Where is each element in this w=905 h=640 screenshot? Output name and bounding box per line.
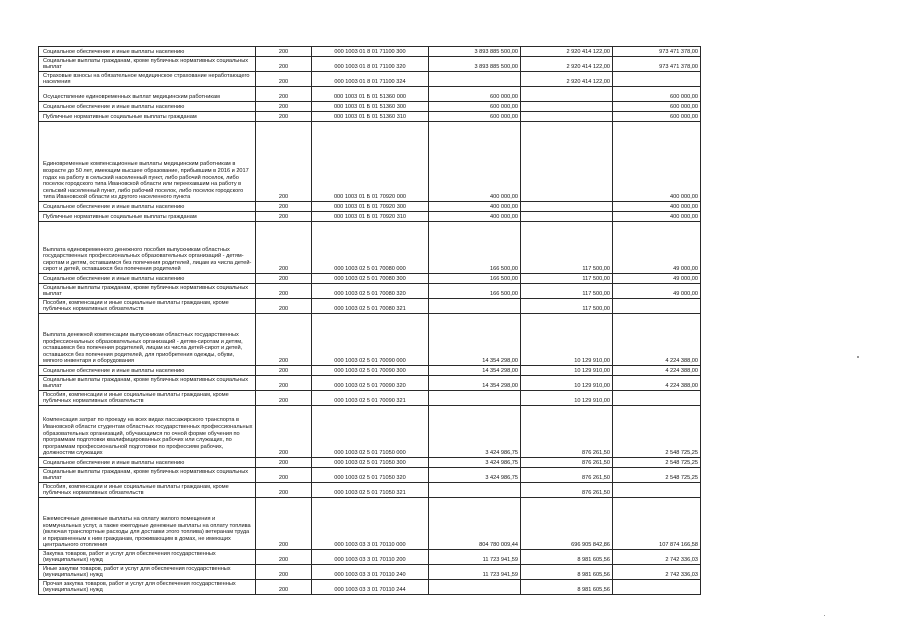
admin-code-cell: 200 <box>256 102 312 112</box>
unexecuted-amount-cell: 400 000,00 <box>613 202 701 212</box>
table-row <box>39 391 701 406</box>
table-row <box>39 274 701 284</box>
item-name-cell: Пособия, компенсации и иные социальные выплаты гражданам, кроме публичных нормативных обязательств <box>39 483 256 498</box>
item-name-cell: Единовременные компенсационные выплаты медицинским работникам в возрасте до 50 лет, имеющим высшее образование, прибывшим в 2016 и 2017 годах на работу в сельский населенный пункт, либо рабочий поселок, либо поселок городского типа Ивановской области или переехавшим на работу в сельский населенный пункт, либо рабочий поселок, либо поселок городского типа Ивановской области из другого населенного пункта <box>39 122 256 202</box>
budget-code-cell: 000 1003 02 5 01 70080 300 <box>312 274 429 284</box>
approved-amount-cell: 3 893 885 500,00 <box>429 47 521 57</box>
unexecuted-amount-cell: 400 000,00 <box>613 212 701 222</box>
admin-code-cell: 200 <box>256 122 312 202</box>
executed-amount-cell: 2 920 414 122,00 <box>521 47 613 57</box>
executed-amount-cell: 10 129 910,00 <box>521 376 613 391</box>
unexecuted-amount-cell: 49 000,00 <box>613 274 701 284</box>
executed-amount-cell: 2 920 414 122,00 <box>521 57 613 72</box>
admin-code-cell: 200 <box>256 458 312 468</box>
budget-code-cell: 000 1003 02 5 01 70080 000 <box>312 222 429 274</box>
budget-execution-table <box>38 46 701 595</box>
budget-code-cell: 000 1003 01 Б 01 51360 000 <box>312 87 429 102</box>
executed-amount-cell <box>521 202 613 212</box>
unexecuted-amount-cell: 973 471 378,00 <box>613 57 701 72</box>
executed-amount-cell: 876 261,50 <box>521 468 613 483</box>
executed-amount-cell <box>521 87 613 102</box>
approved-amount-cell: 400 000,00 <box>429 122 521 202</box>
table-row <box>39 314 701 366</box>
table-row <box>39 112 701 122</box>
unexecuted-amount-cell <box>613 483 701 498</box>
budget-code-cell: 000 1003 02 5 01 70090 320 <box>312 376 429 391</box>
budget-code-cell: 000 1003 01 8 01 71100 324 <box>312 72 429 87</box>
item-name-cell: Социальные выплаты гражданам, кроме публичных нормативных социальных выплат <box>39 284 256 299</box>
budget-code-cell: 000 1003 02 5 01 70090 300 <box>312 366 429 376</box>
approved-amount-cell: 600 000,00 <box>429 102 521 112</box>
admin-code-cell: 200 <box>256 406 312 458</box>
admin-code-cell: 200 <box>256 468 312 483</box>
budget-code-cell: 000 1003 01 8 01 71100 300 <box>312 47 429 57</box>
approved-amount-cell: 3 424 986,75 <box>429 468 521 483</box>
budget-code-cell: 000 1003 02 5 01 70090 321 <box>312 391 429 406</box>
unexecuted-amount-cell: 400 000,00 <box>613 122 701 202</box>
table-row <box>39 87 701 102</box>
approved-amount-cell <box>429 72 521 87</box>
approved-amount-cell: 804 780 009,44 <box>429 498 521 550</box>
admin-code-cell: 200 <box>256 222 312 274</box>
approved-amount-cell: 166 500,00 <box>429 222 521 274</box>
unexecuted-amount-cell: 2 548 725,25 <box>613 406 701 458</box>
executed-amount-cell: 2 920 414 122,00 <box>521 72 613 87</box>
admin-code-cell: 200 <box>256 565 312 580</box>
executed-amount-cell: 876 261,50 <box>521 458 613 468</box>
unexecuted-amount-cell: 2 742 336,03 <box>613 565 701 580</box>
admin-code-cell: 200 <box>256 391 312 406</box>
budget-code-cell: 000 1003 02 5 01 71050 321 <box>312 483 429 498</box>
unexecuted-amount-cell: 4 224 388,00 <box>613 314 701 366</box>
admin-code-cell: 200 <box>256 202 312 212</box>
table-row <box>39 122 701 202</box>
admin-code-cell: 200 <box>256 498 312 550</box>
approved-amount-cell: 14 354 298,00 <box>429 314 521 366</box>
item-name-cell: Публичные нормативные социальные выплаты гражданам <box>39 212 256 222</box>
admin-code-cell: 200 <box>256 57 312 72</box>
approved-amount-cell <box>429 580 521 595</box>
approved-amount-cell: 166 500,00 <box>429 274 521 284</box>
table-row <box>39 580 701 595</box>
table-row <box>39 202 701 212</box>
table-row <box>39 57 701 72</box>
admin-code-cell: 200 <box>256 366 312 376</box>
executed-amount-cell: 10 129 910,00 <box>521 391 613 406</box>
budget-code-cell: 000 1003 02 5 01 70080 321 <box>312 299 429 314</box>
unexecuted-amount-cell: 2 548 725,25 <box>613 468 701 483</box>
unexecuted-amount-cell: 600 000,00 <box>613 102 701 112</box>
budget-code-cell: 000 1003 02 5 01 70090 000 <box>312 314 429 366</box>
approved-amount-cell <box>429 299 521 314</box>
budget-code-cell: 000 1003 02 5 01 71050 300 <box>312 458 429 468</box>
item-name-cell: Пособия, компенсации и иные социальные выплаты гражданам, кроме публичных нормативных обязательств <box>39 299 256 314</box>
approved-amount-cell: 400 000,00 <box>429 202 521 212</box>
table-row <box>39 299 701 314</box>
item-name-cell: Социальные выплаты гражданам, кроме публичных нормативных социальных выплат <box>39 57 256 72</box>
executed-amount-cell: 876 261,50 <box>521 406 613 458</box>
executed-amount-cell: 117 500,00 <box>521 284 613 299</box>
admin-code-cell: 200 <box>256 112 312 122</box>
executed-amount-cell <box>521 212 613 222</box>
table-row <box>39 550 701 565</box>
unexecuted-amount-cell: 2 548 725,25 <box>613 458 701 468</box>
item-name-cell: Прочая закупка товаров, работ и услуг для обеспечения государственных (муниципальных) нужд <box>39 580 256 595</box>
item-name-cell: Выплата единовременного денежного пособия выпускникам областных государственных профессиональных образовательных организаций - детям-сиротам и детям, оставшимся без попечения родителей, лицам из числа детей-сирот и детей, оставшихся без попечения родителей <box>39 222 256 274</box>
approved-amount-cell: 3 893 885 500,00 <box>429 57 521 72</box>
budget-code-cell: 000 1003 01 Б 01 70920 000 <box>312 122 429 202</box>
item-name-cell: Социальное обеспечение и иные выплаты населению <box>39 366 256 376</box>
table-row <box>39 498 701 550</box>
admin-code-cell: 200 <box>256 314 312 366</box>
table-row <box>39 565 701 580</box>
table-row <box>39 222 701 274</box>
approved-amount-cell: 11 723 941,59 <box>429 565 521 580</box>
item-name-cell: Социальное обеспечение и иные выплаты населению <box>39 458 256 468</box>
unexecuted-amount-cell: 4 224 388,00 <box>613 366 701 376</box>
admin-code-cell: 200 <box>256 376 312 391</box>
budget-code-cell: 000 1003 01 8 01 71100 320 <box>312 57 429 72</box>
table-row <box>39 72 701 87</box>
approved-amount-cell: 166 500,00 <box>429 284 521 299</box>
executed-amount-cell: 117 500,00 <box>521 222 613 274</box>
budget-code-cell: 000 1003 01 Б 01 70920 300 <box>312 202 429 212</box>
approved-amount-cell: 11 723 941,59 <box>429 550 521 565</box>
table-row <box>39 366 701 376</box>
table-row <box>39 376 701 391</box>
unexecuted-amount-cell <box>613 72 701 87</box>
executed-amount-cell: 117 500,00 <box>521 299 613 314</box>
unexecuted-amount-cell: 2 742 336,03 <box>613 550 701 565</box>
unexecuted-amount-cell: 4 224 388,00 <box>613 376 701 391</box>
item-name-cell: Социальные выплаты гражданам, кроме публичных нормативных социальных выплат <box>39 468 256 483</box>
admin-code-cell: 200 <box>256 47 312 57</box>
admin-code-cell: 200 <box>256 299 312 314</box>
table-row <box>39 47 701 57</box>
executed-amount-cell: 876 261,50 <box>521 483 613 498</box>
budget-code-cell: 000 1003 01 Б 01 51360 310 <box>312 112 429 122</box>
executed-amount-cell <box>521 122 613 202</box>
admin-code-cell: 200 <box>256 72 312 87</box>
item-name-cell: Компенсация затрат по проезду на всех видах пассажирского транспорта в Ивановской области студентам областных государственных профессиональных образовательных организаций, обучающимся по очной форме обучения по программам подготовки квалифицированных рабочих или служащих, по программам профессиональной подготовки по профессиям рабочих, должностям служащих <box>39 406 256 458</box>
admin-code-cell: 200 <box>256 580 312 595</box>
unexecuted-amount-cell: 600 000,00 <box>613 112 701 122</box>
budget-code-cell: 000 1003 02 5 01 70080 320 <box>312 284 429 299</box>
scan-speck <box>824 615 825 616</box>
executed-amount-cell: 8 981 605,56 <box>521 565 613 580</box>
approved-amount-cell: 3 424 986,75 <box>429 406 521 458</box>
table-row <box>39 468 701 483</box>
admin-code-cell: 200 <box>256 212 312 222</box>
table-row <box>39 284 701 299</box>
item-name-cell: Пособия, компенсации и иные социальные выплаты гражданам, кроме публичных нормативных обязательств <box>39 391 256 406</box>
admin-code-cell: 200 <box>256 87 312 102</box>
budget-code-cell: 000 1003 02 5 01 71050 320 <box>312 468 429 483</box>
item-name-cell: Социальное обеспечение и иные выплаты населению <box>39 274 256 284</box>
executed-amount-cell: 10 129 910,00 <box>521 314 613 366</box>
item-name-cell: Иные закупки товаров, работ и услуг для обеспечения государственных (муниципальных) нужд <box>39 565 256 580</box>
unexecuted-amount-cell: 49 000,00 <box>613 284 701 299</box>
unexecuted-amount-cell: 49 000,00 <box>613 222 701 274</box>
unexecuted-amount-cell: 600 000,00 <box>613 87 701 102</box>
approved-amount-cell: 14 354 298,00 <box>429 366 521 376</box>
scan-speck <box>857 356 859 358</box>
budget-code-cell: 000 1003 01 Б 01 51360 300 <box>312 102 429 112</box>
budget-code-cell: 000 1003 03 3 01 70110 244 <box>312 580 429 595</box>
executed-amount-cell: 8 981 605,56 <box>521 550 613 565</box>
table-row <box>39 483 701 498</box>
approved-amount-cell: 14 354 298,00 <box>429 376 521 391</box>
admin-code-cell: 200 <box>256 550 312 565</box>
table-row <box>39 458 701 468</box>
item-name-cell: Закупка товаров, работ и услуг для обеспечения государственных (муниципальных) нужд <box>39 550 256 565</box>
budget-code-cell: 000 1003 01 Б 01 70920 310 <box>312 212 429 222</box>
table-body <box>39 47 701 595</box>
executed-amount-cell: 8 981 605,56 <box>521 580 613 595</box>
unexecuted-amount-cell: 973 471 378,00 <box>613 47 701 57</box>
item-name-cell: Выплата денежной компенсации выпускникам областных государственных профессиональных образовательных организаций - детям-сиротам и детям, оставшимся без попечения родителей, лицам из числа детей-сирот и детей, оставшихся без попечения родителей, для приобретения одежды, обуви, мягкого инвентаря и оборудования <box>39 314 256 366</box>
approved-amount-cell: 600 000,00 <box>429 87 521 102</box>
table-row <box>39 406 701 458</box>
executed-amount-cell: 117 500,00 <box>521 274 613 284</box>
budget-code-cell: 000 1003 03 3 01 70110 240 <box>312 565 429 580</box>
item-name-cell: Ежемесячные денежные выплаты на оплату жилого помещения и коммунальных услуг, а также ежегодные денежные выплаты на оплату топлива (включая транспортные расходы для доставки этого топлива) ветеранам труда и приравненным к ним гражданам, проживающим в домах, не имеющих центрального отопления <box>39 498 256 550</box>
approved-amount-cell: 400 000,00 <box>429 212 521 222</box>
executed-amount-cell: 696 905 842,86 <box>521 498 613 550</box>
approved-amount-cell: 3 424 986,75 <box>429 458 521 468</box>
item-name-cell: Осуществление единовременных выплат медицинским работникам <box>39 87 256 102</box>
admin-code-cell: 200 <box>256 483 312 498</box>
table-row <box>39 102 701 112</box>
table-row <box>39 212 701 222</box>
budget-code-cell: 000 1003 02 5 01 71050 000 <box>312 406 429 458</box>
item-name-cell: Социальное обеспечение и иные выплаты населению <box>39 47 256 57</box>
approved-amount-cell: 600 000,00 <box>429 112 521 122</box>
unexecuted-amount-cell <box>613 299 701 314</box>
unexecuted-amount-cell <box>613 391 701 406</box>
executed-amount-cell <box>521 102 613 112</box>
item-name-cell: Социальное обеспечение и иные выплаты населению <box>39 202 256 212</box>
item-name-cell: Публичные нормативные социальные выплаты гражданам <box>39 112 256 122</box>
unexecuted-amount-cell: 107 874 166,58 <box>613 498 701 550</box>
executed-amount-cell: 10 129 910,00 <box>521 366 613 376</box>
approved-amount-cell <box>429 391 521 406</box>
budget-code-cell: 000 1003 03 3 01 70110 000 <box>312 498 429 550</box>
admin-code-cell: 200 <box>256 284 312 299</box>
admin-code-cell: 200 <box>256 274 312 284</box>
unexecuted-amount-cell <box>613 580 701 595</box>
item-name-cell: Социальные выплаты гражданам, кроме публичных нормативных социальных выплат <box>39 376 256 391</box>
item-name-cell: Социальное обеспечение и иные выплаты населению <box>39 102 256 112</box>
budget-code-cell: 000 1003 03 3 01 70110 200 <box>312 550 429 565</box>
executed-amount-cell <box>521 112 613 122</box>
item-name-cell: Страховые взносы на обязательное медицинское страхование неработающего населения <box>39 72 256 87</box>
approved-amount-cell <box>429 483 521 498</box>
